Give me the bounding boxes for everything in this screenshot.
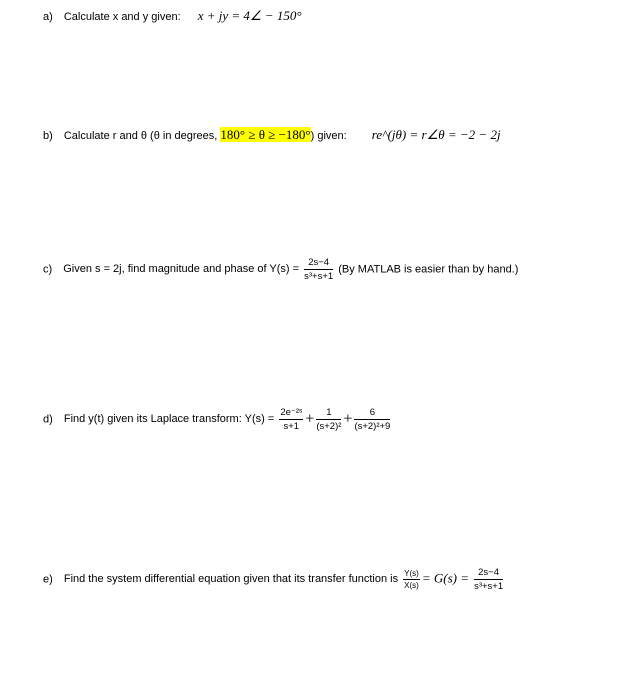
question-d-term-3-denominator: (s+2)²+9 bbox=[354, 420, 391, 432]
question-e-numerator: 2s−4 bbox=[474, 568, 503, 580]
question-d bbox=[43, 408, 392, 431]
question-c bbox=[43, 258, 518, 281]
question-a bbox=[43, 8, 302, 24]
question-b-label: b) bbox=[43, 130, 53, 142]
question-d-term-2-numerator: 1 bbox=[316, 408, 341, 420]
question-e-fraction bbox=[474, 568, 503, 591]
question-b bbox=[43, 127, 501, 143]
question-e-gs: = G(s) = bbox=[421, 570, 469, 586]
question-d-term-3-numerator: 6 bbox=[354, 408, 390, 420]
plus-sign: + bbox=[305, 410, 315, 428]
question-d-label: d) bbox=[43, 413, 53, 426]
question-d-term-2-denominator: (s+2)² bbox=[316, 420, 342, 432]
question-c-label: c) bbox=[43, 263, 53, 276]
question-d-text: Find y(t) given its Laplace transform: Y(s) = bbox=[63, 413, 275, 426]
question-c-denominator: s³+s+1 bbox=[304, 270, 334, 282]
question-b-text-post: ) given: bbox=[310, 130, 347, 142]
question-b-range-highlight: 180° ≥ θ ≥ −180° bbox=[220, 127, 311, 142]
question-d-term-2 bbox=[316, 408, 341, 431]
question-e-ratio-denominator: X(s) bbox=[404, 580, 419, 590]
question-d-term-3 bbox=[354, 408, 390, 431]
question-a-label: a) bbox=[43, 11, 53, 23]
question-b-equation: re^(jθ) = r∠θ = −2 − 2j bbox=[371, 127, 501, 142]
question-a-equation: x + jy = 4∠ − 150° bbox=[197, 8, 302, 23]
question-c-fraction bbox=[304, 258, 333, 281]
question-e-text: Find the system differential equation given that its transfer function is bbox=[63, 573, 399, 586]
question-d-term-1-denominator: s+1 bbox=[283, 420, 300, 432]
question-e-denominator: s³+s+1 bbox=[474, 580, 504, 592]
plus-sign: + bbox=[343, 410, 353, 428]
question-e-ratio-numerator: Y(s) bbox=[404, 568, 419, 578]
question-c-text: Given s = 2j, find magnitude and phase of Y(s) = bbox=[63, 263, 300, 276]
question-d-term-1-numerator: 2e⁻²ˢ bbox=[280, 407, 303, 418]
question-e-ratio bbox=[403, 570, 420, 590]
question-b-text-pre: Calculate r and θ (θ in degrees, bbox=[63, 130, 221, 142]
question-e bbox=[43, 568, 505, 591]
question-c-note: (By MATLAB is easier than by hand.) bbox=[338, 263, 519, 276]
question-d-term-1 bbox=[279, 408, 303, 431]
question-c-numerator: 2s−4 bbox=[304, 258, 333, 270]
question-a-text: Calculate x and y given: bbox=[63, 11, 181, 23]
question-e-label: e) bbox=[43, 573, 53, 586]
